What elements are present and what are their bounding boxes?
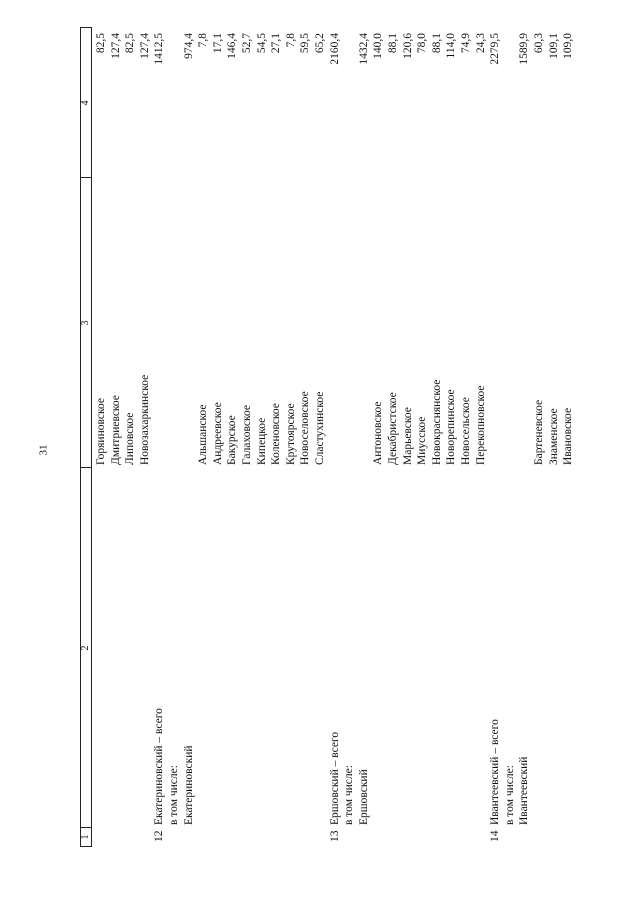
table-row [489,27,502,847]
table-cell-c3: Знаменское [547,408,560,465]
table-row [285,27,298,847]
table-cell-c3: Марьевское [401,407,414,465]
table-cell-c2: Екатериновский – всего [153,708,166,825]
table-cell-c2: Екатериновский [182,745,195,825]
table-cell-c5: 88,1 [387,33,399,54]
table-row [256,27,269,847]
table-cell-c2: в том числе: [343,765,356,825]
table-row [445,27,458,847]
table-cell-c3: Новоселовское [299,391,312,465]
table-cell-c5: 1432,4 [357,33,370,65]
table-row [241,27,254,847]
table-row [387,27,400,847]
table-cell-c5: 59,5 [299,33,312,54]
table-row [168,27,181,847]
table-row [518,27,531,847]
table-cell-c3: Ивановское [562,407,575,465]
table-cell-c5: 2160,4 [328,33,341,65]
table-cell-c3: Галаховское [241,405,253,465]
table-cell-c5: 74,9 [460,33,472,54]
table-cell-c5: 88,1 [430,33,443,54]
table-row [533,27,546,847]
table-row [358,27,371,847]
table-cell-c5: 974,4 [182,33,195,59]
table-cell-c3: Кипецкое [255,417,268,465]
table-cell-c3: Миусское [416,416,429,465]
table-cell-c3: Сластухинское [314,391,326,465]
table-header [80,27,92,847]
table-row [460,27,473,847]
table-row [212,27,225,847]
table-cell-c3: Бартеневское [533,399,545,465]
table-cell-c3: Новокраснянское [430,379,443,465]
page-number: 31 [37,444,50,456]
table-row [416,27,429,847]
table-cell-c5: 82,5 [124,33,137,54]
header-col-2: 2 [80,645,91,651]
table-cell-c3: Перекопновское [474,385,487,465]
table-row [270,27,283,847]
table-cell-c5: 7,8 [197,33,210,48]
table-cell-c5: 2279,5 [489,33,502,65]
table-cell-c3: Андреевское [211,402,224,465]
table-row [504,27,517,847]
table-cell-c3: Декабристское [387,392,399,465]
table-cell-c5: 140,0 [372,33,385,59]
rotated-table [80,27,620,847]
table-row [402,27,415,847]
table-cell-c1: 14 [489,830,502,842]
table-cell-c5: 1589,9 [518,33,531,65]
table-cell-c5: 109,1 [547,33,560,59]
table-cell-c5: 114,0 [445,33,458,59]
table-cell-c5: 109,0 [562,33,575,59]
table-cell-c3: Новосельское [460,397,472,465]
table-row [562,27,575,847]
table-cell-c5: 120,6 [401,33,414,59]
table-cell-c1: 12 [153,830,166,842]
table-row [548,27,561,847]
table-cell-c5: 24,3 [474,33,487,54]
table-row [314,27,327,847]
table-cell-c3: Липовское [124,412,137,465]
table-cell-c2: Ершовский [357,769,370,825]
table-row [475,27,488,847]
table-row [110,27,123,847]
table-cell-c5: 82,5 [95,33,107,54]
table-cell-c5: 54,5 [255,33,268,54]
table-cell-c5: 65,2 [314,33,326,54]
header-col-3: 3 [80,320,91,326]
table-cell-c5: 1412,5 [153,33,166,65]
table-row [124,27,137,847]
table-cell-c2: в том числе: [503,765,516,825]
table-row [226,27,239,847]
table-cell-c1: 13 [328,830,341,842]
table-row [153,27,166,847]
header-col-4: 4 [80,100,91,106]
table-cell-c5: 60,3 [533,33,545,54]
table-cell-c5: 17,1 [211,33,224,54]
table-cell-c3: Крутоярское [284,403,297,465]
table-cell-c3: Альшанское [197,404,210,465]
table-row [197,27,210,847]
table-row [431,27,444,847]
table-cell-c3: Бакурское [226,415,239,465]
table-cell-c5: 127,4 [109,33,122,59]
table-cell-c3: Новорепинское [445,389,458,465]
table-cell-c2: в том числе: [168,765,180,825]
header-col-1: 1 [80,834,91,840]
table-cell-c5: 146,4 [226,33,239,59]
table-cell-c5: 27,1 [270,33,283,54]
table-row [329,27,342,847]
table-cell-c3: Новозахаркинское [138,374,151,465]
table-row [95,27,108,847]
table-cell-c3: Дмитриевское [109,395,122,465]
table-cell-c3: Антоновское [372,401,385,465]
table-row [372,27,385,847]
table-cell-c2: Ивантеевский – всего [489,719,502,825]
table-cell-c3: Горяиновское [95,398,107,465]
table-cell-c5: 127,4 [138,33,151,59]
table-row [139,27,152,847]
table-row [299,27,312,847]
table-cell-c5: 52,7 [241,33,253,54]
table-row [343,27,356,847]
table-row [183,27,196,847]
table-cell-c2: Ершовский – всего [328,731,341,825]
table-cell-c5: 7,8 [284,33,297,48]
table-cell-c2: Ивантеевский [518,756,531,825]
table-cell-c5: 78,0 [416,33,429,54]
table-cell-c3: Коленовское [270,403,283,465]
